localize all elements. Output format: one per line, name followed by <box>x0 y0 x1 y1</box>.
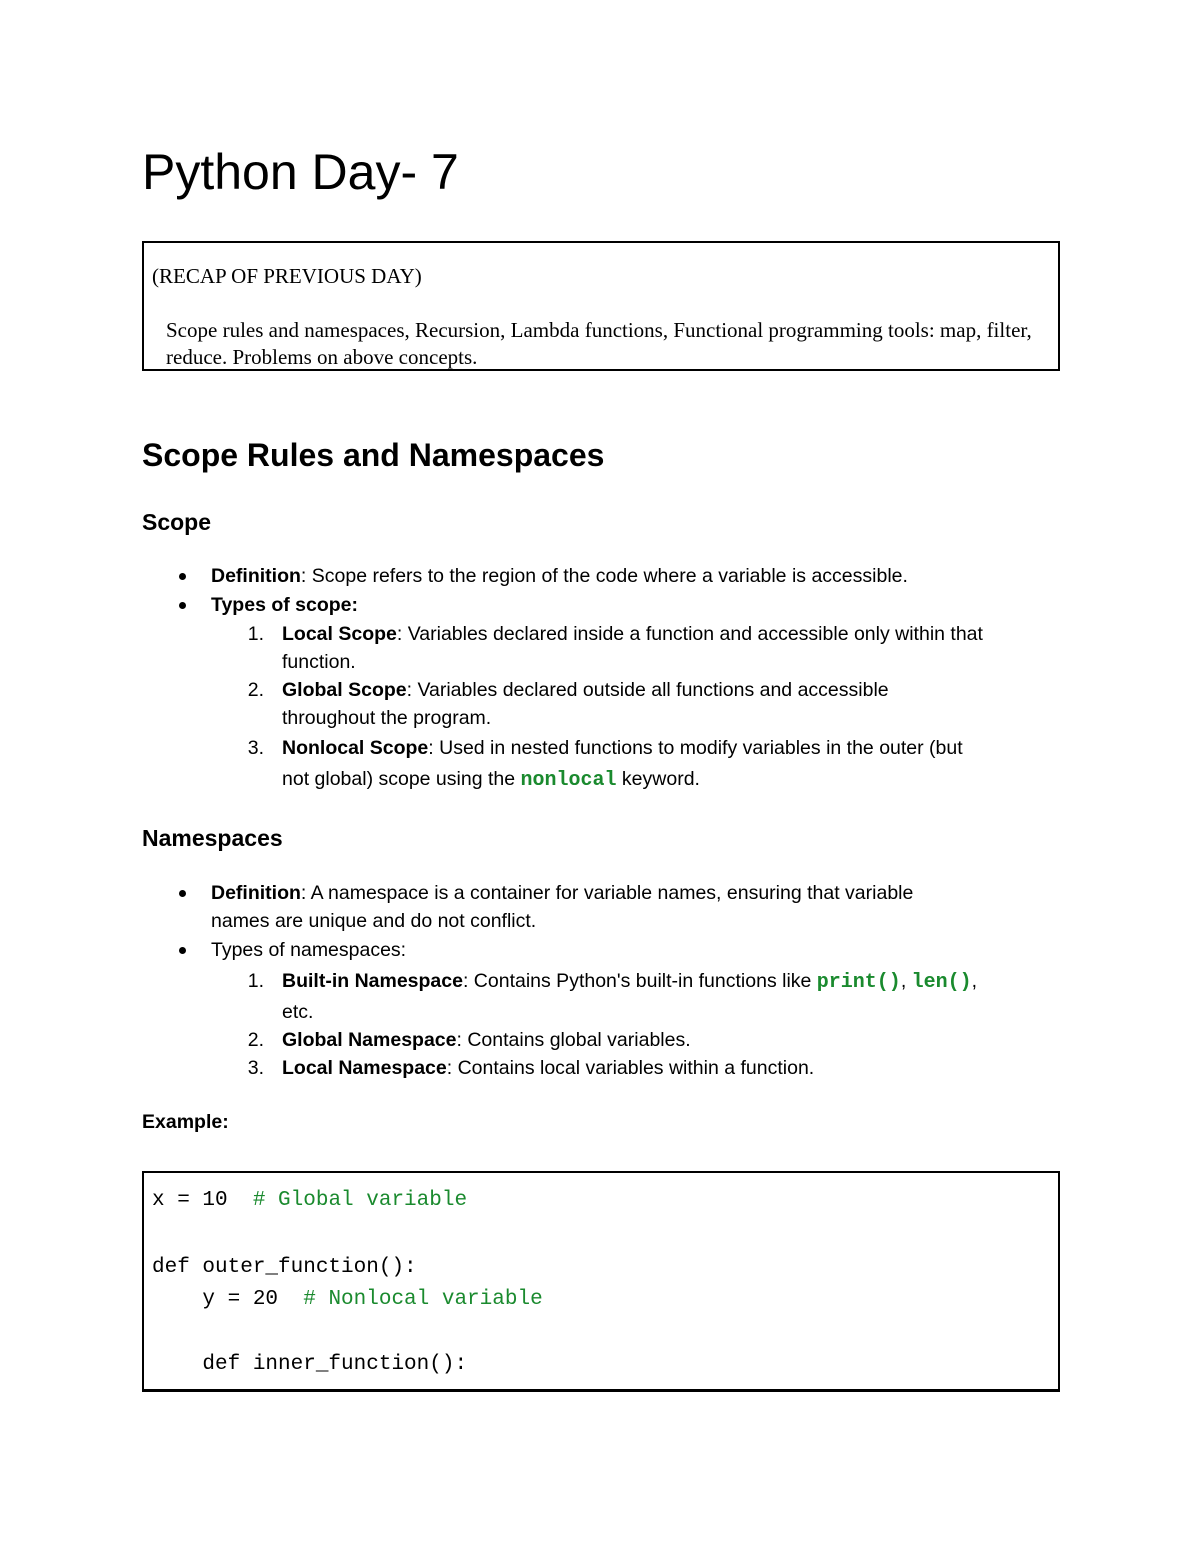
scope-item-nonlocal-cont: not global) scope using the nonlocal keyword. <box>282 768 700 792</box>
namespace-item-builtin: Built-in Namespace: Contains Python's built-in functions like print(), len(), <box>282 970 978 994</box>
scope-item-global-cont: throughout the program. <box>282 707 492 729</box>
code-line: x = 10 # Global variable <box>152 1189 468 1212</box>
inline-code: print() <box>816 971 901 994</box>
page-title: Python Day- 7 <box>142 144 459 200</box>
namespaces-definition: Definition: A namespace is a container for variable names, ensuring that variable <box>211 882 914 904</box>
bullet-icon <box>179 573 186 580</box>
namespaces-definition-cont: names are unique and do not conflict. <box>211 910 537 932</box>
namespace-item-local: Local Namespace: Contains local variables within a function. <box>282 1057 815 1079</box>
bullet-icon <box>179 890 186 897</box>
code-line: def inner_function(): <box>152 1353 468 1376</box>
list-number: 1. <box>247 970 264 992</box>
recap-heading: (RECAP OF PREVIOUS DAY) <box>152 264 422 288</box>
list-number: 1. <box>247 623 264 645</box>
scope-item-local: Local Scope: Variables declared inside a function and accessible only within that <box>282 623 983 645</box>
scope-item-nonlocal: Nonlocal Scope: Used in nested functions to modify variables in the outer (but <box>282 737 963 759</box>
recap-box <box>142 241 1060 371</box>
example-label: Example: <box>142 1111 229 1133</box>
inline-code: nonlocal <box>520 769 617 792</box>
scope-definition: Definition: Scope refers to the region of the code where a variable is accessible. <box>211 565 908 587</box>
list-number: 3. <box>247 1057 264 1079</box>
scope-types-label: Types of scope: <box>211 594 359 616</box>
code-line: def outer_function(): <box>152 1256 417 1279</box>
code-comment: # Global variable <box>252 1189 468 1212</box>
namespace-item-builtin-cont: etc. <box>282 1001 314 1023</box>
code-comment: # Nonlocal variable <box>303 1288 543 1311</box>
code-block <box>142 1171 1060 1392</box>
recap-body: Scope rules and namespaces, Recursion, Lambda functions, Functional programming tools: map, filter, reduce. Problems on above concepts. <box>166 318 1032 369</box>
scope-item-local-cont: function. <box>282 651 356 673</box>
section-title: Scope Rules and Namespaces <box>142 437 605 473</box>
bullet-icon <box>179 602 186 609</box>
list-number: 2. <box>247 679 264 701</box>
list-number: 3. <box>247 737 264 759</box>
namespaces-heading: Namespaces <box>142 825 283 851</box>
namespaces-types-label: Types of namespaces: <box>211 939 407 961</box>
list-number: 2. <box>247 1029 264 1051</box>
scope-heading: Scope <box>142 509 212 535</box>
code-line: y = 20 # Nonlocal variable <box>152 1288 543 1311</box>
scope-item-global: Global Scope: Variables declared outside all functions and accessible <box>282 679 889 701</box>
inline-code: len() <box>911 971 972 994</box>
namespace-item-global: Global Namespace: Contains global variables. <box>282 1029 691 1051</box>
bullet-icon <box>179 947 186 954</box>
